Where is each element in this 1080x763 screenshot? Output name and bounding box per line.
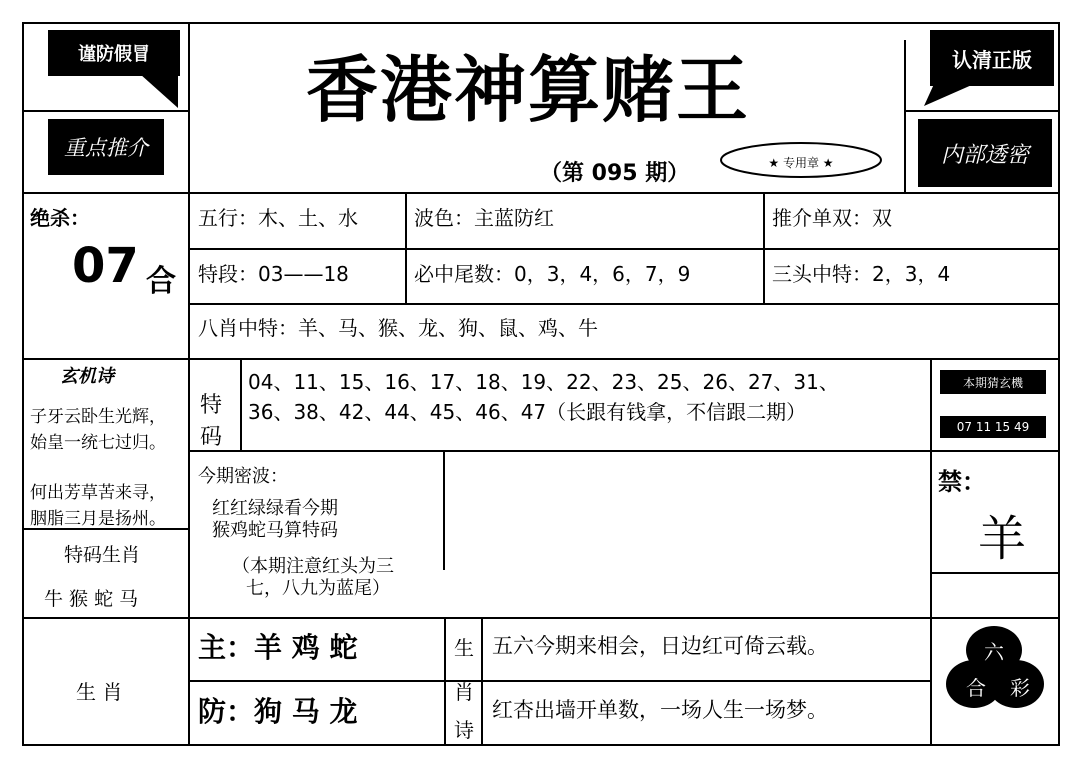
mibo-line: 红红绿绿看今期 (212, 498, 338, 519)
tema-numbers: 04、11、15、16、17、18、19、22、23、25、26、27、31、 (248, 370, 839, 394)
poem-title: 玄机诗 (60, 366, 114, 387)
badge-label: 谨防假冒 (78, 44, 150, 65)
divider (904, 110, 1058, 112)
divider (188, 680, 932, 682)
guess-title (940, 370, 1046, 394)
badge-label: 认清正版 (952, 47, 1032, 72)
poem-line: 子牙云卧生光辉， (30, 407, 166, 427)
poem-line: 五六今期来相会，日边红可倚云载。 (492, 634, 828, 658)
weishu: 必中尾数：0，3，4，6，7，9 (414, 262, 691, 286)
badge-insider (918, 119, 1052, 187)
issue-number: （第 095 期） (540, 161, 690, 186)
forbid-value: 羊 (978, 511, 1027, 567)
poem-line: 胭脂三月是扬州。 (30, 509, 166, 529)
mibo-line: 猴鸡蛇马算特码 (212, 520, 338, 541)
guess-numbers-text: 07 11 15 49 (956, 420, 1030, 434)
logo-char: 合 (966, 676, 986, 700)
divider (22, 192, 1058, 194)
kill-suffix: 合 (146, 264, 176, 299)
danshuang: 推介单双：双 (772, 206, 892, 230)
svg-text:★ 专用章 ★: ★ 专用章 ★ (768, 156, 834, 170)
divider (930, 572, 1058, 574)
divider (763, 192, 765, 304)
divider (240, 360, 242, 450)
badge-label: 重点推介 (64, 136, 148, 160)
poem-label: 诗 (454, 718, 474, 742)
logo-char: 彩 (1010, 676, 1030, 700)
baxiao: 八肖中特：羊、马、猴、龙、狗、鼠、鸡、牛 (198, 316, 598, 340)
badge-fake-warning (48, 30, 180, 76)
kill-number: 07 (72, 238, 139, 294)
main-picks: 主：羊 鸡 蛇 (198, 631, 358, 664)
divider (188, 248, 1058, 250)
divider (930, 360, 932, 618)
tema-numbers: 36、38、42、44、45、46、47（长跟有钱拿，不信跟二期） (248, 400, 807, 424)
badge-genuine (930, 30, 1054, 86)
divider (188, 303, 1058, 305)
poem-line: 红杏出墙开单数，一场人生一场梦。 (492, 698, 828, 722)
poem-line: 始皇一统七过归。 (30, 433, 166, 453)
mibo-note: （本期注意红头为三 (232, 556, 394, 577)
page-title: 香港神算赌王 (306, 48, 751, 132)
divider (405, 192, 407, 304)
divider (22, 617, 1058, 619)
mibo-label: 今期密波： (198, 466, 288, 487)
tema-label: 特 (200, 393, 223, 418)
badge-recommend (48, 119, 164, 175)
shengxiao-label: 生 肖 (76, 680, 123, 704)
stamp-icon (716, 140, 886, 180)
divider (904, 40, 906, 192)
speech-tail-icon (120, 74, 180, 110)
divider (22, 358, 1058, 360)
divider (22, 110, 190, 112)
kill-label: 绝杀： (30, 206, 90, 230)
poem-label: 肖 (454, 680, 474, 704)
forbid-label: 禁： (938, 468, 986, 496)
poem-label: 生 (454, 636, 474, 660)
santou: 三头中特：2，3，4 (772, 262, 951, 286)
guess-title-text: 本期猜玄機 (962, 375, 1023, 390)
divider (188, 450, 1058, 452)
fang-picks: 防：狗 马 龙 (198, 695, 358, 728)
guess-numbers (940, 416, 1046, 438)
divider (443, 450, 445, 570)
poem-line: 何出芳草苦来寻， (30, 483, 166, 503)
tema-shengxiao-label: 特码生肖 (64, 544, 141, 566)
logo-char: 六 (984, 640, 1004, 664)
tema-label: 码 (200, 425, 223, 450)
badge-label: 内部透密 (940, 142, 1029, 168)
bose: 波色：主蓝防红 (414, 206, 554, 230)
divider (188, 22, 190, 744)
mibo-note: 七，八九为蓝尾） (246, 578, 390, 599)
wuxing: 五行：木、土、水 (198, 206, 358, 230)
speech-tail-icon (914, 84, 974, 108)
tema-shengxiao-value: 牛 猴 蛇 马 (44, 588, 139, 610)
teduan: 特段：03——18 (198, 262, 349, 286)
